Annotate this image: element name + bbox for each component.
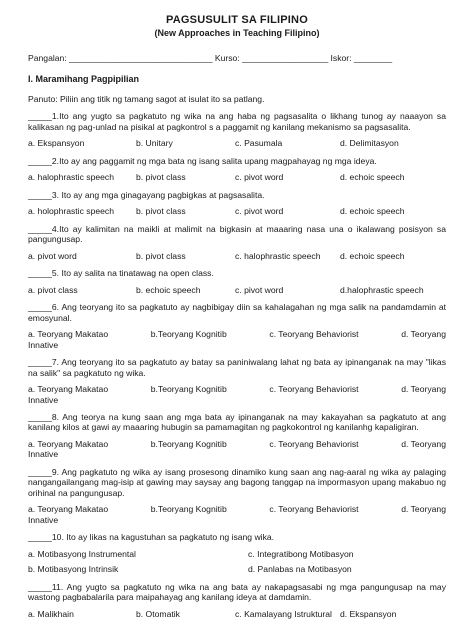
- option-a: a. pivot word: [28, 250, 77, 261]
- option-b: b.Teoryang Kognitib: [150, 504, 227, 515]
- question-5: _____5. Ito ay salita na tinatawag na open class.: [28, 268, 214, 279]
- option-a: a. Motibasyong Instrumental: [28, 548, 136, 559]
- option-d: d. Teoryang: [401, 329, 446, 340]
- option-b: b. echoic speech: [136, 284, 201, 295]
- option-c: c. Kamalayang Istruktural: [235, 608, 332, 619]
- question-11-options: [28, 609, 446, 619]
- option-b: b.Teoryang Kognitib: [150, 438, 227, 449]
- option-b: b. pivot class: [136, 172, 186, 183]
- question-7: _____7. Ang teoryang ito sa pagkatuto ay batay sa paniniwalang lahat ng bata ay ipinanganak na may "likas na salik" sa pagkatuto ng wika.: [28, 357, 446, 378]
- option-d: d. echoic speech: [340, 172, 405, 183]
- option-c: c. Teoryang Behaviorist: [269, 329, 359, 340]
- question-7-options: [28, 384, 446, 394]
- question-2-options: [28, 172, 446, 182]
- option-d-continuation: Innative: [28, 449, 59, 460]
- option-b: b.Teoryang Kognitib: [150, 329, 227, 340]
- option-a: a. Ekspansyon: [28, 138, 85, 149]
- option-d: d. Panlabas na Motibasyon: [248, 564, 352, 575]
- option-d: d. Teoryang: [401, 384, 446, 395]
- option-b: b. Otomatik: [136, 608, 180, 619]
- option-d: d.halophrastic speech: [340, 284, 424, 295]
- option-a: a. Teoryang Makatao: [28, 329, 109, 340]
- option-a: a. halophrastic speech: [28, 172, 114, 183]
- page-title: PAGSUSULIT SA FILIPINO: [166, 14, 308, 26]
- option-d-continuation: Innative: [28, 339, 59, 350]
- option-a: a. Teoryang Makatao: [28, 438, 109, 449]
- question-5-options: [28, 285, 446, 295]
- directions: Panuto: Piliin ang titik ng tamang sagot at isulat ito sa patlang.: [28, 93, 265, 104]
- option-c: c. pivot word: [235, 206, 284, 217]
- question-3: _____3. Ito ay ang mga ginagayang pagbigkas at pagsasalita.: [28, 189, 265, 200]
- option-a: a. pivot class: [28, 284, 78, 295]
- question-4: _____4.Ito ay kalimitan na maikli at malimit na bigkasin at maaaring nasa una o ikalawang posisyon sa pangungusap.: [28, 223, 446, 245]
- page-subtitle: (New Approaches in Teaching Filipino): [154, 28, 320, 39]
- option-c: c. Teoryang Behaviorist: [269, 384, 359, 395]
- question-2: _____2.Ito ay ang paggamit ng mga bata ng isang salita upang magpahayag ng mga ideya.: [28, 155, 377, 166]
- option-b: b. Unitary: [136, 138, 173, 149]
- question-8: _____8. Ang teorya na kung saan ang mga bata ay ipinanganak na may kakayahan sa pagkatuto at ang kanilang kilos at gawi ay maaaring hubugin sa pamamagitan ng pagkokontrol ng kanilanhg kapaligiran.: [28, 412, 446, 433]
- option-b: b. pivot class: [136, 250, 186, 261]
- section-heading: I. Maramihang Pagpipilian: [28, 73, 140, 84]
- option-d: d. echoic speech: [340, 250, 405, 261]
- option-a: a. Teoryang Makatao: [28, 384, 109, 395]
- option-d-continuation: Innative: [28, 394, 59, 405]
- question-6: _____6. Ang teoryang ito sa pagkatuto ay nagbibigay diin sa kahalagahan ng mga salik na pandamdamin at emosyunal.: [28, 302, 446, 323]
- question-11: _____11. Ang yugto sa pagkatuto ng wika na ang bata ay nakapagsasabi ng mga pangungusap na may wastong pagbabalarila para maipahayag ang kanilang ideya at damdamin.: [28, 581, 446, 603]
- option-c: c. Pasumala: [235, 138, 283, 149]
- option-d: d. Delimitasyon: [340, 138, 399, 149]
- question-3-options: [28, 206, 446, 216]
- student-info-line: Pangalan: ______________________________ Kurso: __________________ Iskor: ________: [28, 53, 393, 64]
- option-c: c. Teoryang Behaviorist: [269, 504, 359, 515]
- option-d-continuation: Innative: [28, 514, 59, 525]
- option-d: d. Ekspansyon: [340, 608, 397, 619]
- question-9: _____9. Ang pagkatuto ng wika ay isang prosesong dinamiko kung saan ang nag-aaral ng wika ay palaging nangangailangang mag-isip at gawing may saysay ang bagong tanggap na impormasyon upang makabuo ng orihinal na pangungusap.: [28, 466, 446, 498]
- option-a: a. Malikhain: [28, 608, 74, 619]
- question-6-options: [28, 329, 446, 339]
- option-d: d. Teoryang: [401, 504, 446, 515]
- question-1-options: [28, 138, 446, 148]
- question-10: _____10. Ito ay likas na kagustuhan sa pagkatuto ng isang wika.: [28, 532, 275, 543]
- option-a: a. holophrastic speech: [28, 206, 114, 217]
- option-c: c. pivot word: [235, 172, 284, 183]
- option-a: a. Teoryang Makatao: [28, 504, 109, 515]
- option-c: c. halophrastic speech: [235, 250, 321, 261]
- question-9-options: [28, 504, 446, 514]
- question-8-options: [28, 439, 446, 449]
- option-d: d. echoic speech: [340, 206, 405, 217]
- question-1: _____1.Ito ang yugto sa pagkatuto ng wika na ang haba ng pagsasalita o likhang tunog ay naaayon sa kalikasan ng pag-unlad na pisikal at pagkontrol s a paggamit ng kanilang mekanismo sa pagsasalita.: [28, 111, 446, 132]
- option-c: c. Teoryang Behaviorist: [269, 438, 359, 449]
- question-10-options: [28, 549, 446, 575]
- option-b: b. Motibasyong Intrinsik: [28, 564, 119, 575]
- option-c: c. Integratibong Motibasyon: [248, 548, 354, 559]
- option-d: d. Teoryang: [401, 438, 446, 449]
- option-c: c. pivot word: [235, 284, 284, 295]
- option-b: b.Teoryang Kognitib: [150, 384, 227, 395]
- question-4-options: [28, 251, 446, 261]
- option-b: b. pivot class: [136, 206, 186, 217]
